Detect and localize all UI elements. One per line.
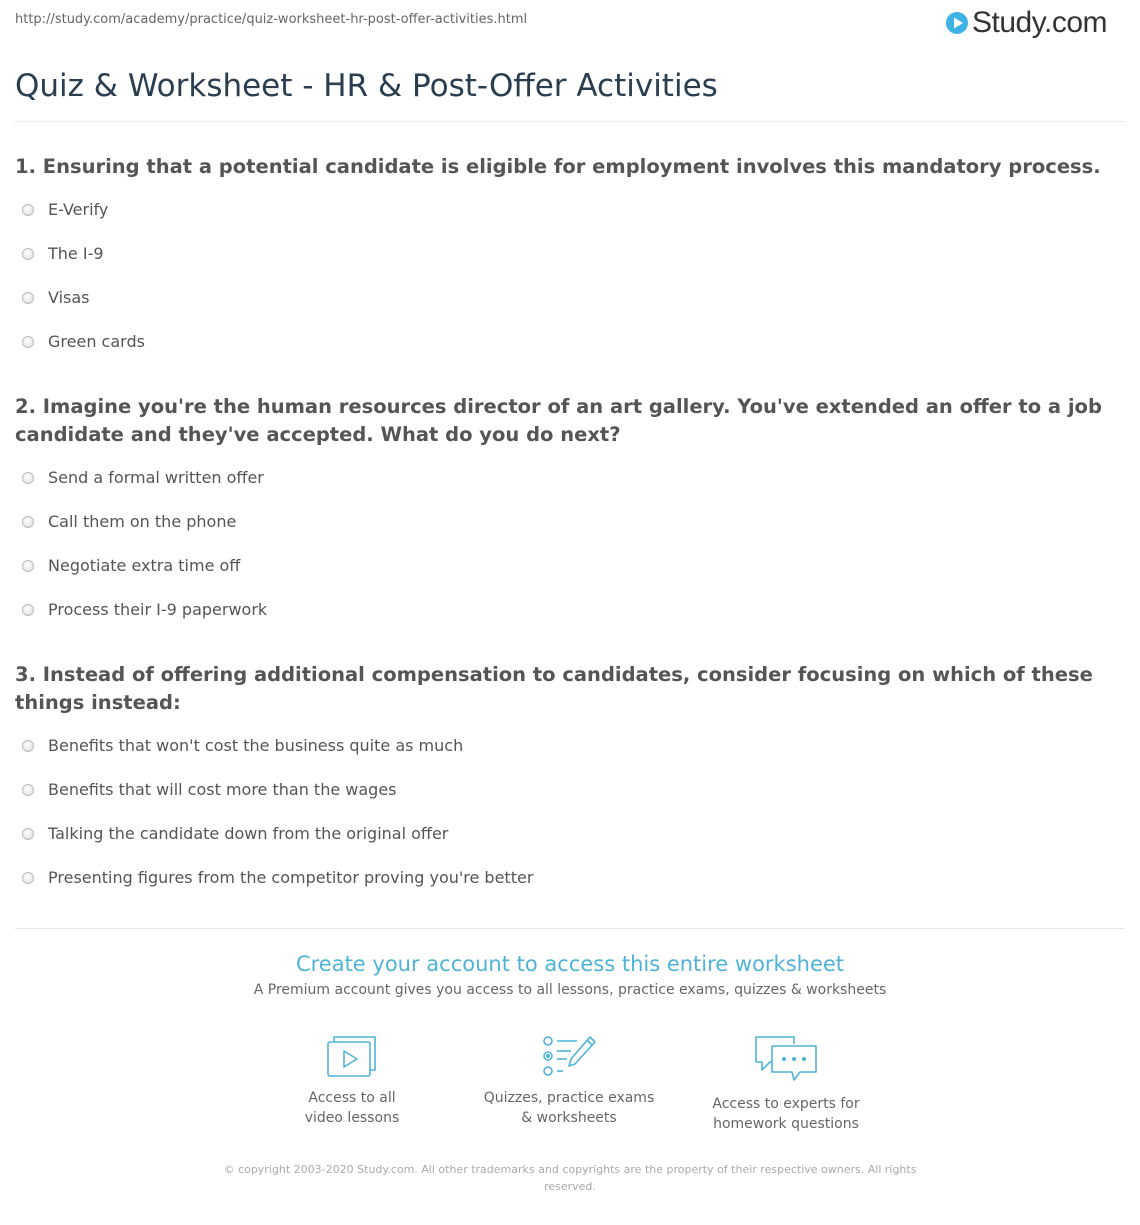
radio-icon[interactable]	[22, 292, 34, 304]
radio-icon[interactable]	[22, 604, 34, 616]
answer-choice[interactable]	[22, 600, 267, 619]
answer-choice[interactable]	[22, 868, 533, 887]
radio-icon[interactable]	[22, 472, 34, 484]
answer-label: Process their I-9 paperwork	[48, 600, 268, 619]
radio-icon[interactable]	[22, 336, 34, 348]
logo-play-icon	[945, 11, 969, 35]
radio-icon[interactable]	[22, 740, 34, 752]
question-3: 3. Instead of offering additional compensation to candidates, consider focusing on which of these things instead:	[15, 663, 1093, 714]
answer-label: Benefits that will cost more than the wages	[48, 780, 397, 799]
feature-line-2: video lessons	[304, 1110, 400, 1126]
answer-label: Call them on the phone	[48, 512, 237, 531]
answer-label: Presenting figures from the competitor proving you're better	[48, 868, 534, 887]
create-account-link[interactable]: Create your account to access this entire worksheet	[295, 952, 845, 976]
answer-label: Benefits that won't cost the business quite as much	[48, 736, 464, 755]
answer-choice[interactable]	[22, 512, 236, 531]
feature-line-1: Quizzes, practice exams	[483, 1090, 655, 1106]
feature-line-1: Access to experts for	[712, 1096, 860, 1112]
study-logo[interactable]	[945, 6, 1107, 40]
answer-choice[interactable]	[22, 332, 145, 351]
page-url: http://study.com/academy/practice/quiz-worksheet-hr-post-offer-activities.html	[15, 12, 528, 27]
title-divider	[15, 121, 1125, 122]
radio-icon[interactable]	[22, 872, 34, 884]
radio-icon[interactable]	[22, 248, 34, 260]
answer-choice[interactable]	[22, 780, 397, 799]
question-1: 1. Ensuring that a potential candidate is eligible for employment involves this mandatory process.	[15, 155, 1101, 178]
feature-video-lessons	[252, 1034, 452, 1128]
section-divider	[15, 928, 1125, 929]
feature-line-1: Access to all	[308, 1090, 396, 1106]
answer-choice[interactable]	[22, 200, 108, 219]
radio-icon[interactable]	[22, 560, 34, 572]
feature-line-2: homework questions	[713, 1116, 859, 1132]
radio-icon[interactable]	[22, 204, 34, 216]
premium-description: A Premium account gives you access to all lessons, practice exams, quizzes & worksheets	[253, 982, 887, 998]
answer-choice[interactable]	[22, 244, 104, 263]
expert-chat-icon	[754, 1034, 818, 1084]
feature-line-2: & worksheets	[521, 1110, 617, 1126]
feature-experts	[686, 1034, 886, 1134]
answer-choice[interactable]	[22, 556, 240, 575]
answer-label: Send a formal written offer	[48, 468, 264, 487]
video-lessons-icon	[326, 1034, 378, 1078]
answer-choice[interactable]	[22, 824, 448, 843]
copyright-notice: © copyright 2003-2020 Study.com. All other trademarks and copyrights are the property of their respective owners. All rights reserved.	[223, 1163, 917, 1193]
answer-label: The I-9	[48, 244, 104, 263]
answer-label: Green cards	[48, 332, 145, 351]
answer-label: E-Verify	[48, 200, 109, 219]
radio-icon[interactable]	[22, 516, 34, 528]
page-title: Quiz & Worksheet - HR & Post-Offer Activities	[15, 68, 718, 104]
answer-label: Visas	[48, 288, 90, 307]
question-2: 2. Imagine you're the human resources director of an art gallery. You've extended an offer to a job candidate and they've accepted. What do you do next?	[15, 395, 1102, 446]
radio-icon[interactable]	[22, 784, 34, 796]
answer-choice[interactable]	[22, 736, 463, 755]
answer-label: Negotiate extra time off	[48, 556, 241, 575]
answer-choice[interactable]	[22, 468, 264, 487]
logo-text: Study.com	[972, 6, 1107, 39]
answer-label: Talking the candidate down from the original offer	[48, 824, 449, 843]
feature-quizzes	[469, 1034, 669, 1128]
quiz-checklist-icon	[541, 1034, 597, 1078]
answer-choice[interactable]	[22, 288, 90, 307]
radio-icon[interactable]	[22, 828, 34, 840]
